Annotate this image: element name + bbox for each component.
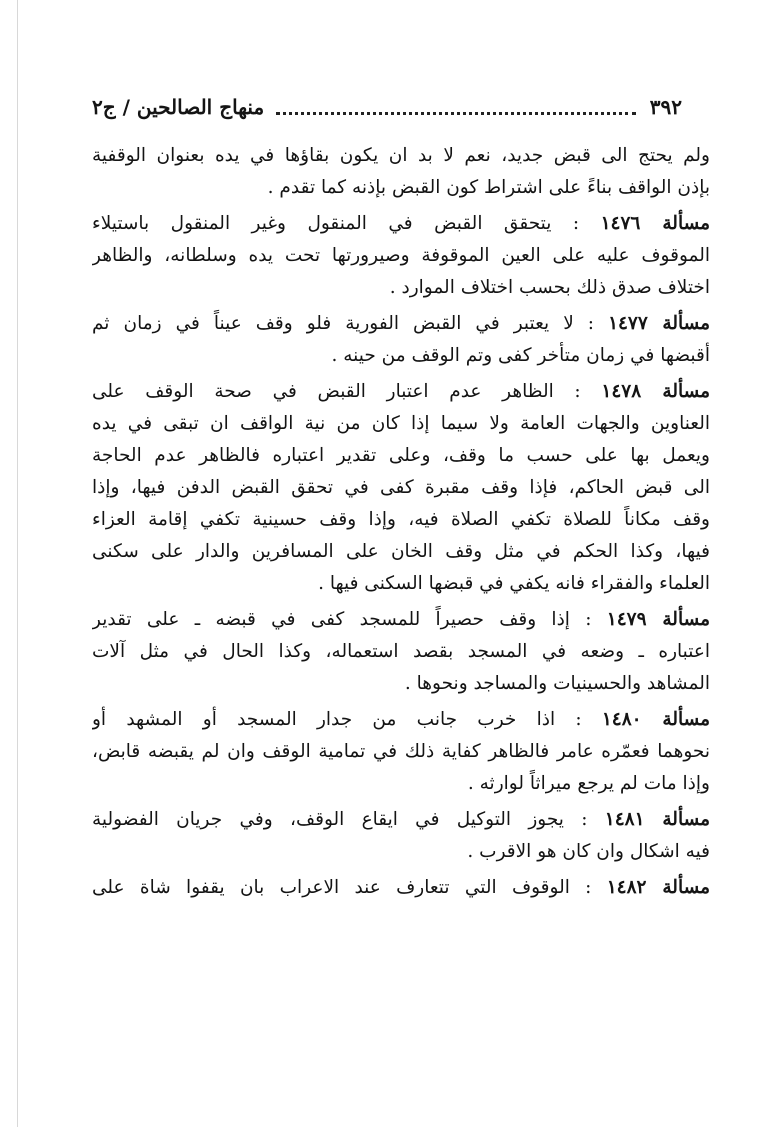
- issue-label: مسألة ١٤٨٢: [606, 877, 710, 898]
- page-edge-line: [17, 0, 18, 1127]
- text-line: الموقوف عليه على العين الموقوفة وصيرورتها تحت يده وسلطانه، والظاهر: [92, 245, 710, 266]
- text-line: : إذا وقف حصيراً للمسجد كفى في قبضه ـ على تقدير: [92, 609, 592, 630]
- text-line: الى قبض الحاكم، فإذا وقف مقبرة كفى في تحقق القبض الدفن فيها، وإذا: [92, 477, 710, 498]
- page-number: ٣٩٢: [649, 95, 682, 119]
- text-line: : الظاهر عدم اعتبار القبض في صحة الوقف على: [92, 381, 581, 402]
- issue-label: مسألة ١٤٧٩: [606, 609, 710, 630]
- text-line: فيه اشكال وان كان هو الاقرب .: [467, 841, 710, 862]
- issue-1479: [92, 604, 710, 700]
- issue-label: مسألة ١٤٧٦: [600, 213, 710, 234]
- text-line: العلماء والفقراء فانه يكفي في قبضها السكنى فيها .: [318, 573, 710, 594]
- text-line: اختلاف صدق ذلك بحسب اختلاف الموارد .: [389, 277, 710, 298]
- text-line: بإذن الواقف بناءً على اشتراط كون القبض بإذنه كما تقدم .: [267, 177, 710, 198]
- header-dotted-leader: [276, 100, 636, 115]
- issue-1482: [92, 872, 710, 904]
- text-line: المشاهد والحسينيات والمساجد ونحوها .: [404, 673, 710, 694]
- issue-1480: [92, 704, 710, 800]
- text-line: : يتحقق القبض في المنقول وغير المنقول باستيلاء: [92, 213, 580, 234]
- text-line: : لا يعتبر في القبض الفورية فلو وقف عيناً في زمان ثم: [92, 313, 595, 334]
- text-line: وإذا مات لم يرجع ميراثاً لوارثه .: [467, 773, 710, 794]
- issue-1476: [92, 208, 710, 304]
- issue-1481: [92, 804, 710, 868]
- issue-label: مسألة ١٤٨١: [604, 809, 710, 830]
- text-line: ويعمل بها على حسب ما وقف، وعلى تقدير اعتباره فالظاهر عدم الحاجة: [92, 445, 710, 466]
- text-line: العناوين والجهات العامة ولا سيما إذا كان من نية الواقف ان تبقى في يده: [92, 413, 710, 434]
- page-body: [92, 140, 710, 908]
- text-line: ولم يحتج الى قبض جديد، نعم لا بد ان يكون بقاؤها في يده بعنوان الوقفية: [92, 145, 710, 166]
- text-line: : الوقوف التي تتعارف عند الاعراب بان يقفوا شاة على: [92, 877, 592, 898]
- issue-1478: [92, 376, 710, 600]
- text-line: أقبضها في زمان متأخر كفى وتم الوقف من حينه .: [331, 345, 710, 366]
- text-line: فيها، وكذا الحكم في مثل وقف الخان على المسافرين والدار على سكنى: [92, 541, 710, 562]
- issue-label: مسألة ١٤٧٧: [608, 313, 710, 334]
- paragraph-continuation: [92, 140, 710, 204]
- book-title: منهاج الصالحين / ج٢: [92, 95, 265, 119]
- issue-1477: [92, 308, 710, 372]
- running-header: [92, 90, 682, 124]
- issue-label: مسألة ١٤٨٠: [601, 709, 710, 730]
- text-line: نحوهما فعمّره عامر فالظاهر كفاية ذلك في تمامية الوقف وان لم يقبضه قابض،: [92, 741, 710, 762]
- text-line: اعتباره ـ وضعه في المسجد بقصد استعماله، وكذا الحال في مثل آلات: [92, 641, 710, 662]
- text-line: : اذا خرب جانب من جدار المسجد أو المشهد أو: [92, 709, 582, 730]
- text-line: : يجوز التوكيل في ايقاع الوقف، وفي جريان الفضولية: [92, 809, 588, 830]
- issue-label: مسألة ١٤٧٨: [601, 381, 710, 402]
- text-line: وقف مكاناً للصلاة تكفي الصلاة فيه، وإذا وقف حسينية تكفي إقامة العزاء: [92, 509, 710, 530]
